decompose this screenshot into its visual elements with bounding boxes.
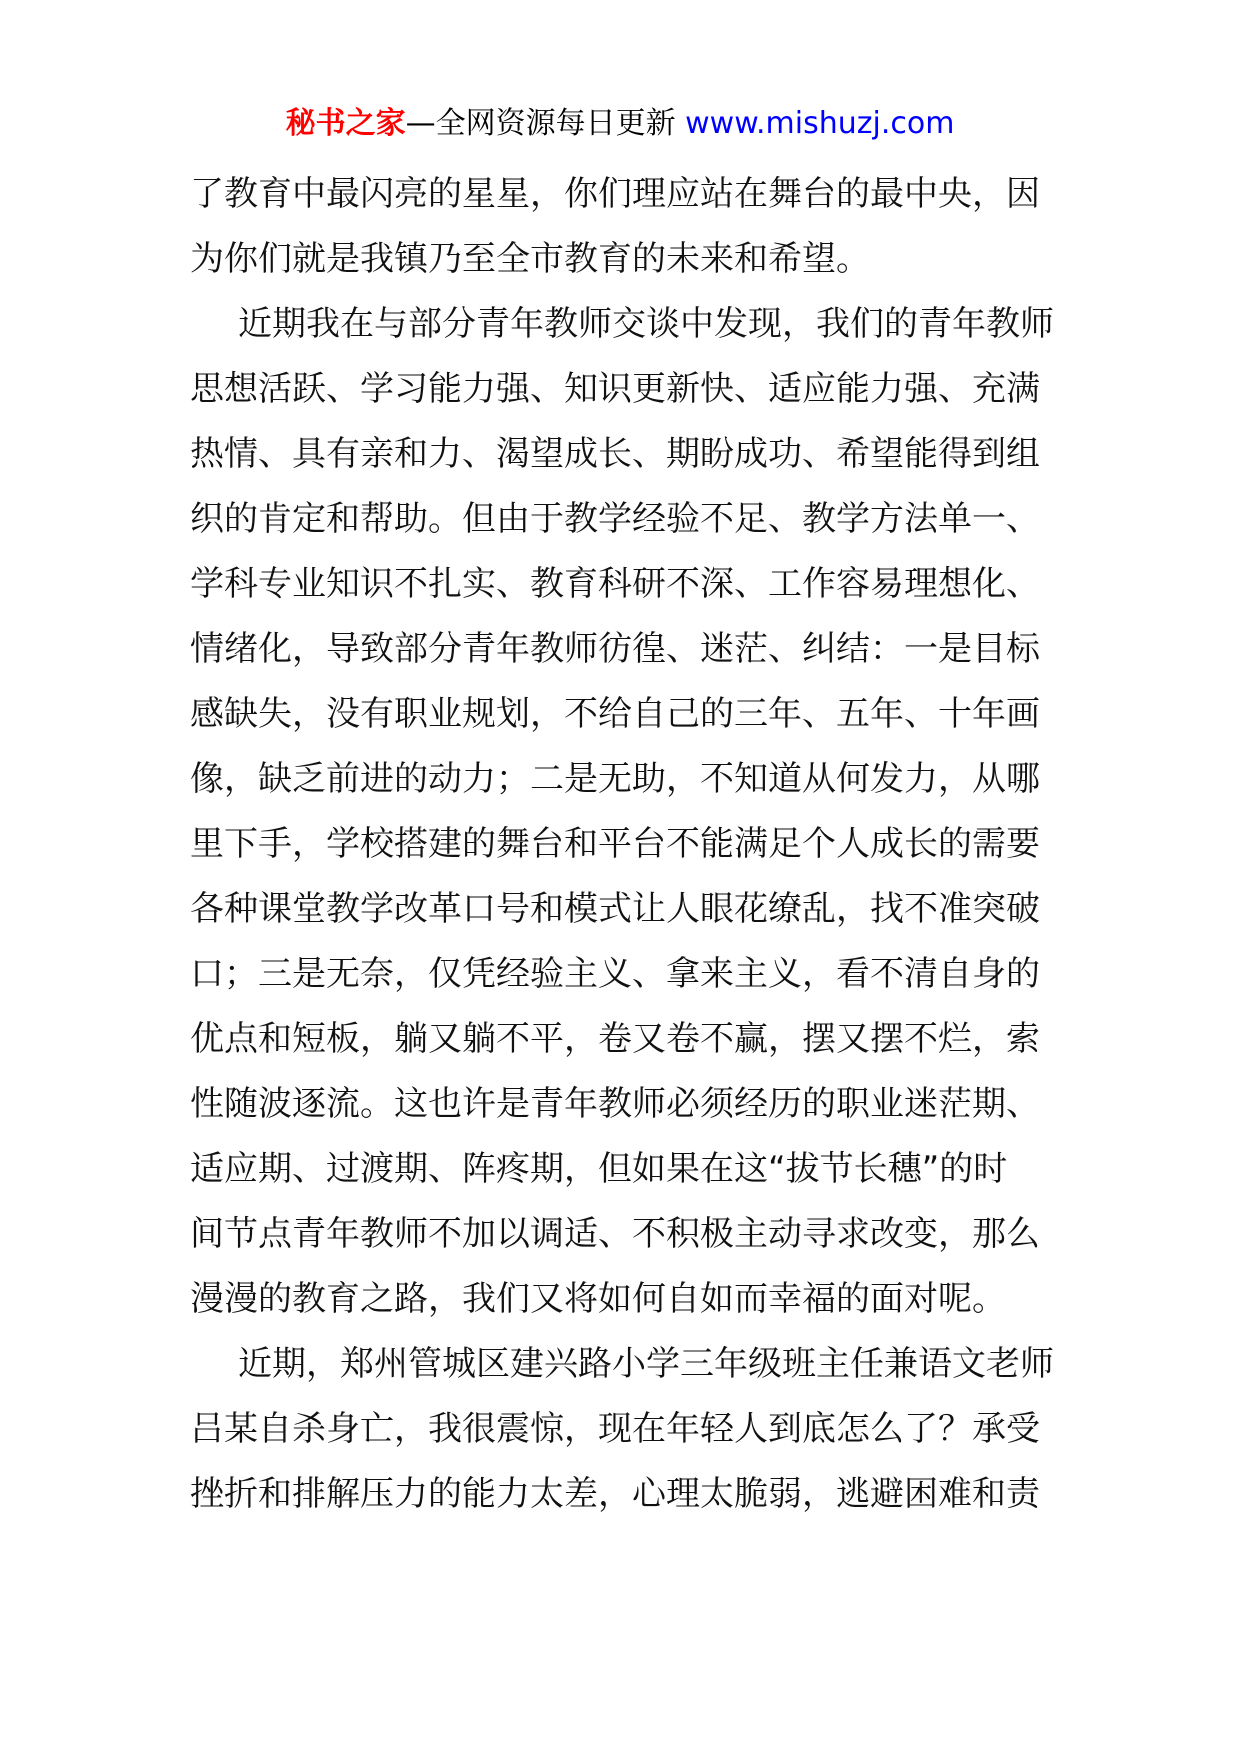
text-line: 各种课堂教学改革口号和模式让人眼花缭乱，找不准突破 xyxy=(190,889,1040,929)
site-tagline: —全网资源每日更新 xyxy=(405,106,676,141)
text-line: 挫折和排解压力的能力太差，心理太脆弱，逃避困难和责 xyxy=(190,1474,1040,1514)
text-line: 里下手，学校搭建的舞台和平台不能满足个人成长的需要 xyxy=(190,824,1040,864)
paragraph-start-line: 近期，郑州管城区建兴路小学三年级班主任兼语文老师 xyxy=(238,1344,1054,1384)
text-line: 间节点青年教师不加以调适、不积极主动寻求改变，那么 xyxy=(190,1214,1040,1254)
text-line: 口；三是无奈，仅凭经验主义、拿来主义，看不清自身的 xyxy=(190,954,1040,994)
text-line: 学科专业知识不扎实、教育科研不深、工作容易理想化、 xyxy=(190,564,1040,604)
text-line: 感缺失，没有职业规划，不给自己的三年、五年、十年画 xyxy=(190,694,1040,734)
text-line: 适应期、过渡期、阵疼期，但如果在这“拔节长穗”的时 xyxy=(190,1149,1008,1189)
paragraph-start-line: 近期我在与部分青年教师交谈中发现，我们的青年教师 xyxy=(238,304,1054,344)
text-line: 热情、具有亲和力、渴望成长、期盼成功、希望能得到组 xyxy=(190,434,1040,474)
text-line: 性随波逐流。这也许是青年教师必须经历的职业迷茫期、 xyxy=(190,1084,1040,1124)
text-line: 吕某自杀身亡，我很震惊，现在年轻人到底怎么了？承受 xyxy=(190,1409,1040,1449)
site-url-link[interactable]: www.mishuzj.com xyxy=(685,106,955,141)
text-line: 漫漫的教育之路，我们又将如何自如而幸福的面对呢。 xyxy=(190,1279,1006,1319)
site-header xyxy=(0,104,1240,144)
text-line: 为你们就是我镇乃至全市教育的未来和希望。 xyxy=(190,239,870,279)
text-line: 情绪化，导致部分青年教师彷徨、迷茫、纠结：一是目标 xyxy=(190,629,1040,669)
text-line: 织的肯定和帮助。但由于教学经验不足、教学方法单一、 xyxy=(190,499,1040,539)
site-brand: 秘书之家 xyxy=(285,106,406,141)
text-line: 优点和短板，躺又躺不平，卷又卷不赢，摆又摆不烂，索 xyxy=(190,1019,1040,1059)
text-line: 思想活跃、学习能力强、知识更新快、适应能力强、充满 xyxy=(190,369,1040,409)
text-line: 像，缺乏前进的动力；二是无助，不知道从何发力，从哪 xyxy=(190,759,1040,799)
document-body xyxy=(190,162,1060,1527)
text-line: 了教育中最闪亮的星星，你们理应站在舞台的最中央，因 xyxy=(190,174,1040,214)
